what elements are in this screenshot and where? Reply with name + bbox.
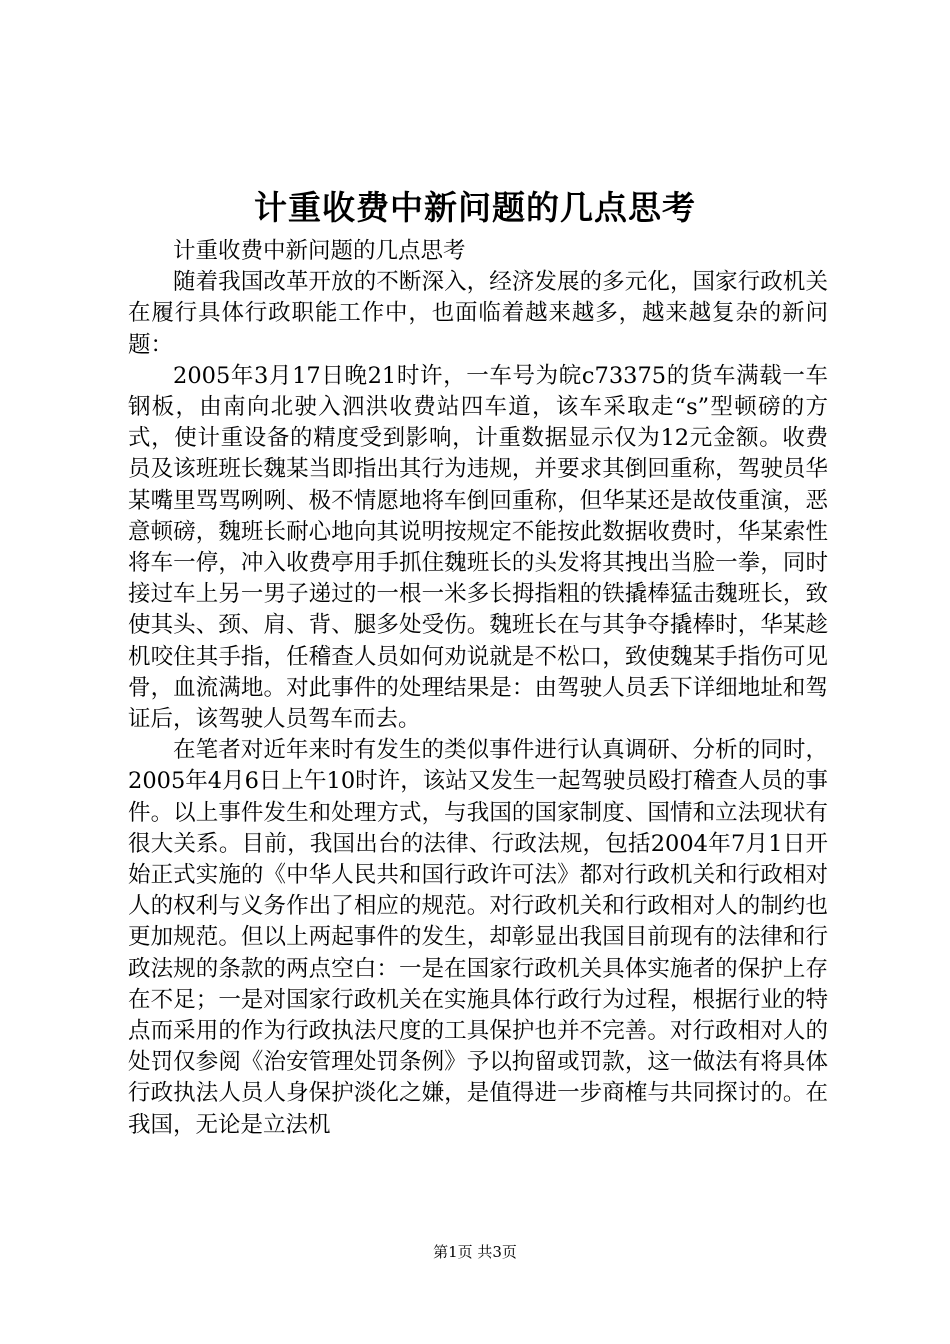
document-body [128,236,828,1141]
subtitle-paragraph: 计重收费中新问题的几点思考 [173,238,466,264]
document-title: 计重收费中新问题的几点思考 [254,188,696,227]
intro-paragraph: 随着我国改革开放的不断深入，经济发展的多元化，国家行政机关在履行具体行政职能工作中，也面临着越来越多，越来越复杂的新问题： [128,269,828,358]
incident-paragraph: 2005年3月17日晚21时许，一车号为皖c73375的货车满载一车钢板，由南向北驶入泗洪收费站四车道，该车采取走“s”型顿磅的方式，使计重设备的精度受到影响，计重数据显示仅为12元金额。收费员及该班班长魏某当即指出其行为违规，并要求其倒回重称，驾驶员华某嘴里骂骂咧咧、极不情愿地将车倒回重称，但华某还是故伎重演，恶意顿磅，魏班长耐心地向其说明按规定不能按此数据收费时，华某索性将车一停，冲入收费亭用手抓住魏班长的头发将其拽出当脸一拳，同时接过车上另一男子递过的一根一米多长拇指粗的铁撬棒猛击魏班长，致使其头、颈、肩、背、腿多处受伤。魏班长在与其争夺撬棒时，华某趁机咬住其手指，任稽查人员如何劝说就是不松口，致使魏某手指伤可见骨，血流满地。对此事件的处理结果是：由驾驶人员丢下详细地址和驾证后，该驾驶人员驾车而去。 [128,362,828,733]
page-footer: 第1页 共3页 [433,1243,517,1261]
analysis-paragraph: 在笔者对近年来时有发生的类似事件进行认真调研、分析的同时，2005年4月6日上午10时许，该站又发生一起驾驶员殴打稽查人员的事件。以上事件发生和处理方式，与我国的国家制度、国情和立法现状有很大关系。目前，我国出台的法律、行政法规，包括2004年7月1日开始正式实施的《中华人民共和国行政许可法》都对行政机关和行政相对人的权利与义务作出了相应的规范。对行政机关和行政相对人的制约也更加规范。但以上两起事件的发生，却彰显出我国目前现有的法律和行政法规的条款的两点空白：一是在国家行政机关具体实施者的保护上存在不足；一是对国家行政机关在实施具体行政行为过程，根据行业的特点而采用的作为行政执法尺度的工具保护也并不完善。对行政相对人的处罚仅参阅《治安管理处罚条例》予以拘留或罚款，这一做法有将具体行政执法人员人身保护淡化之嫌，是值得进一步商榷与共同探讨的。在我国，无论是立法机 [128,737,828,1138]
